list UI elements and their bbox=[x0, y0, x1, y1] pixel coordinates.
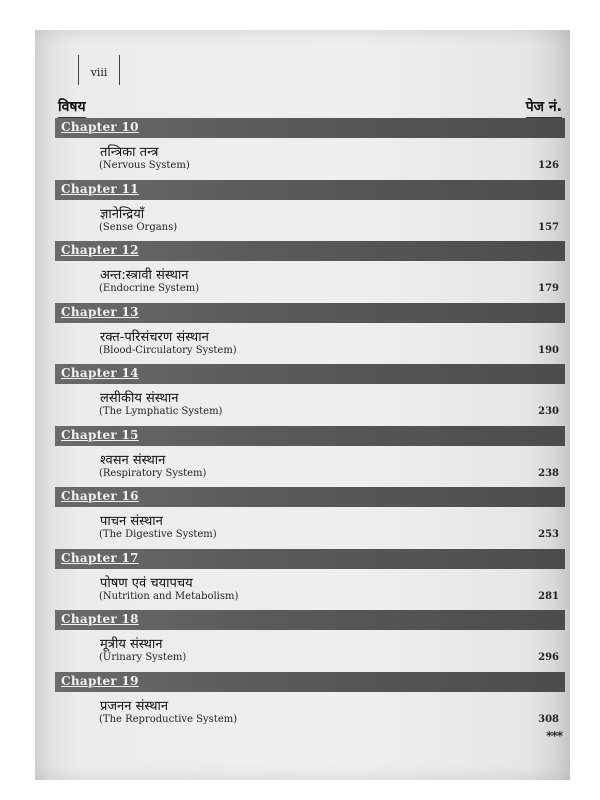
end-mark: *** bbox=[546, 729, 562, 743]
chapter-label: Chapter 10 bbox=[61, 120, 139, 134]
chapter-bar bbox=[55, 241, 565, 261]
chapter-title-english: (The Lymphatic System) bbox=[99, 406, 223, 417]
page-no-heading: पेज नं. bbox=[526, 97, 562, 118]
chapter-title-hindi: रक्त-परिसंचरण संस्थान bbox=[100, 329, 209, 345]
chapter-page-number: 253 bbox=[538, 529, 559, 540]
chapter-title-hindi: ज्ञानेन्द्रियाँ bbox=[100, 206, 145, 222]
toc-entry bbox=[55, 672, 565, 734]
chapter-bar bbox=[55, 610, 565, 630]
chapter-page-number: 126 bbox=[538, 160, 559, 171]
chapter-title-english: (The Reproductive System) bbox=[99, 713, 238, 725]
toc-entry bbox=[55, 180, 565, 242]
chapter-bar bbox=[55, 303, 565, 323]
chapter-page-number: 190 bbox=[538, 344, 559, 356]
chapter-label: Chapter 17 bbox=[61, 550, 139, 565]
chapter-page-number: 281 bbox=[538, 590, 559, 602]
chapter-bar bbox=[55, 364, 565, 384]
chapter-page-number: 157 bbox=[538, 221, 559, 233]
chapter-title-hindi: पाचन संस्थान bbox=[100, 514, 163, 529]
chapter-title-hindi: तन्त्रिका तन्त्र bbox=[100, 145, 159, 160]
chapter-title-hindi: मूत्रीय संस्थान bbox=[100, 637, 163, 652]
toc-entry bbox=[55, 118, 565, 180]
chapter-label: Chapter 15 bbox=[61, 427, 139, 442]
chapter-title-english: (Urinary System) bbox=[99, 652, 187, 663]
toc-entry bbox=[55, 487, 565, 549]
chapter-label: Chapter 19 bbox=[61, 673, 139, 688]
chapter-bar bbox=[55, 426, 565, 446]
chapter-label: Chapter 14 bbox=[61, 366, 139, 380]
chapter-title-english: (Blood-Circulatory System) bbox=[99, 344, 237, 356]
chapter-title-hindi: श्वसन संस्थान bbox=[100, 452, 166, 468]
subject-heading: विषय bbox=[58, 97, 86, 118]
chapter-title-english: (Respiratory System) bbox=[99, 467, 207, 479]
chapter-page-number: 230 bbox=[538, 406, 559, 417]
chapter-bar bbox=[55, 672, 565, 692]
chapter-label: Chapter 12 bbox=[61, 243, 139, 257]
chapter-title-english: (Sense Organs) bbox=[99, 221, 178, 233]
chapter-page-number: 308 bbox=[538, 713, 559, 725]
chapter-page-number: 179 bbox=[538, 283, 559, 294]
chapter-label: Chapter 18 bbox=[61, 612, 139, 626]
chapter-label: Chapter 16 bbox=[61, 489, 139, 503]
chapter-bar bbox=[55, 487, 565, 507]
chapter-label: Chapter 11 bbox=[61, 181, 139, 196]
chapter-label: Chapter 13 bbox=[61, 304, 139, 319]
chapter-title-english: (Endocrine System) bbox=[99, 283, 200, 294]
page-number: viii bbox=[78, 55, 120, 85]
chapter-title-english: (Nutrition and Metabolism) bbox=[99, 590, 239, 602]
chapter-title-hindi: लसीकीय संस्थान bbox=[100, 391, 179, 406]
chapter-title-english: (Nervous System) bbox=[99, 160, 190, 171]
toc-entry bbox=[55, 610, 565, 672]
chapter-bar bbox=[55, 549, 565, 569]
toc-entry bbox=[55, 549, 565, 611]
chapter-title-hindi: अन्त:स्त्रावी संस्थान bbox=[100, 268, 189, 283]
toc-entry bbox=[55, 303, 565, 365]
toc-entry bbox=[55, 241, 565, 303]
chapter-title-hindi: पोषण एवं चयापचय bbox=[100, 575, 193, 591]
chapter-title-hindi: प्रजनन संस्थान bbox=[100, 698, 169, 714]
chapter-title-english: (The Digestive System) bbox=[99, 529, 217, 540]
toc-entry bbox=[55, 426, 565, 488]
toc-header bbox=[58, 97, 562, 115]
toc-list bbox=[55, 118, 565, 733]
chapter-bar bbox=[55, 118, 565, 138]
chapter-page-number: 238 bbox=[538, 467, 559, 479]
toc-entry bbox=[55, 364, 565, 426]
chapter-bar bbox=[55, 180, 565, 200]
chapter-page-number: 296 bbox=[538, 652, 559, 663]
